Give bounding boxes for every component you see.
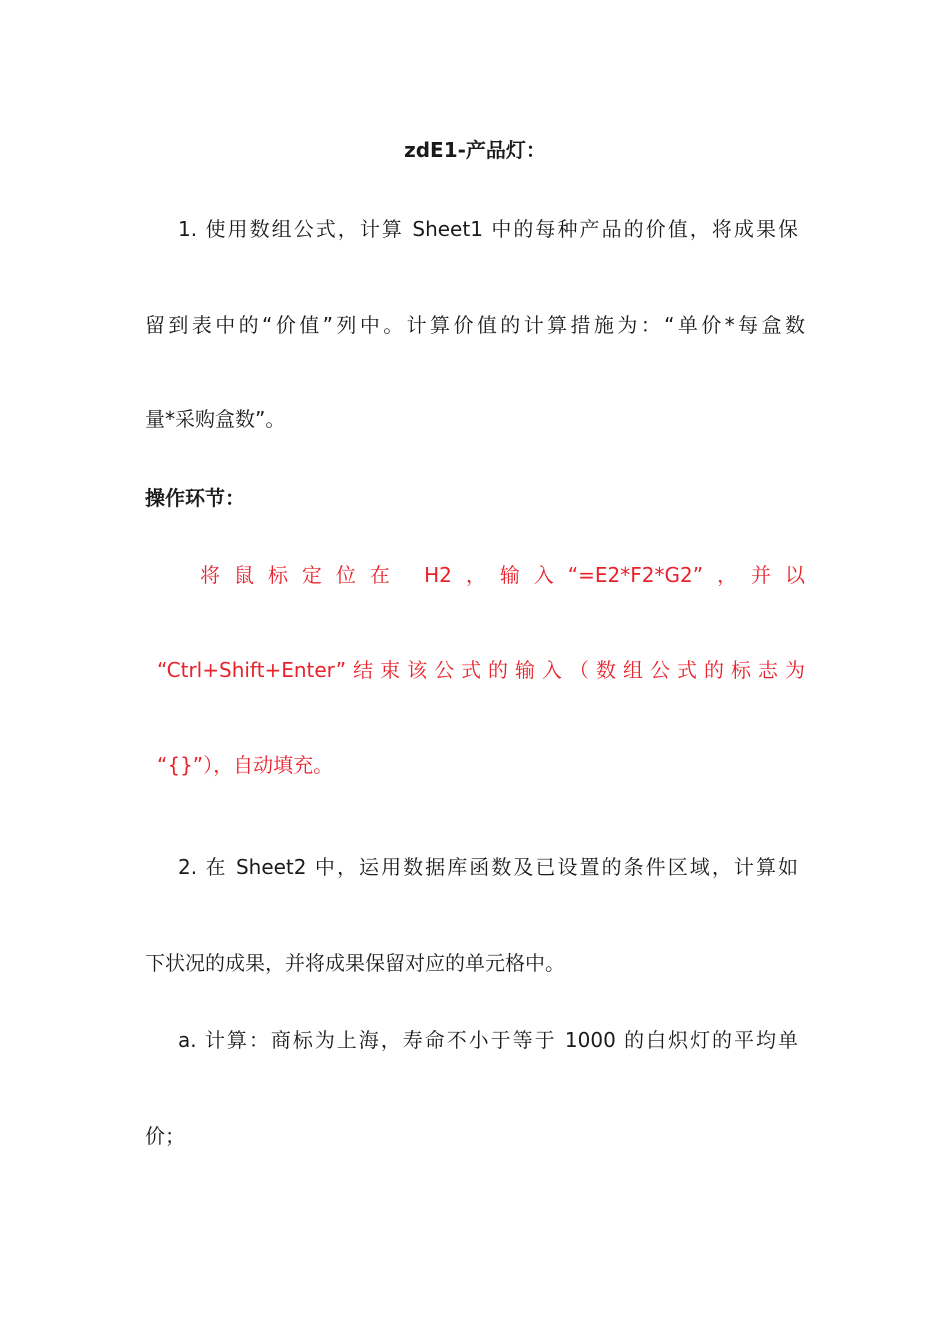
document-title: zdE1-产品灯： <box>404 138 546 162</box>
steps-heading: 操作环节： <box>145 486 245 510</box>
steps-line-1: 将鼠标定位在 H2，输入“=E2*F2*G2”，并以 <box>200 563 805 587</box>
question-2-line-2: 下状况的成果，并将成果保留对应的单元格中。 <box>145 951 565 975</box>
question-a-line-1: a. 计算：商标为上海，寿命不小于等于 1000 的白炽灯的平均单 <box>178 1028 798 1052</box>
question-1-line-1: 1. 使用数组公式，计算 Sheet1 中的每种产品的价值，将成果保 <box>178 217 798 241</box>
question-1-line-3: 量*采购盒数”。 <box>145 407 286 431</box>
steps-line-2: “Ctrl+Shift+Enter”结束该公式的输入（数组公式的标志为 <box>157 658 805 682</box>
question-2-line-1: 2. 在 Sheet2 中，运用数据库函数及已设置的条件区域，计算如 <box>178 855 798 879</box>
question-1-line-2: 留到表中的“价值”列中。计算价值的计算措施为：“单价*每盒数 <box>145 313 805 337</box>
question-a-line-2: 价； <box>145 1124 185 1148</box>
steps-line-3: “{}”），自动填充。 <box>157 753 334 777</box>
